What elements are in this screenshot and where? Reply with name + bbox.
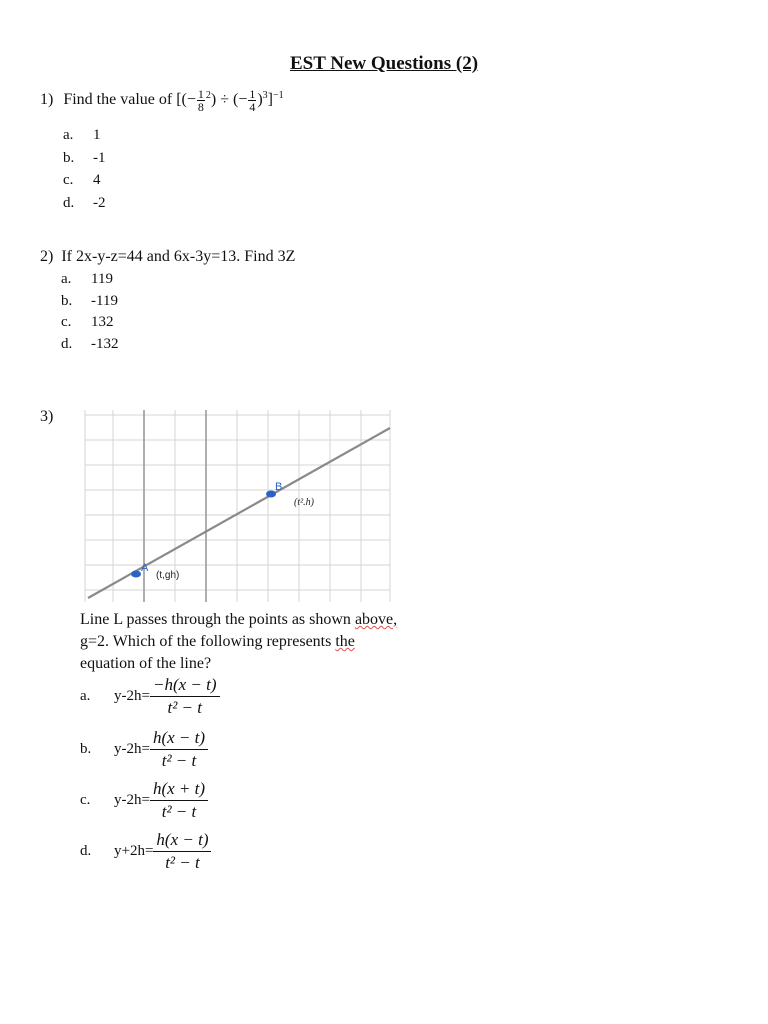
point-b-label: B [275, 481, 283, 493]
option-letter: b. [63, 149, 75, 166]
exponent: 3 [262, 89, 268, 101]
statement-line-2: g=2. Which of the following represents [80, 633, 336, 650]
option-value: -1 [93, 149, 106, 166]
option-c[interactable] [80, 778, 208, 823]
fraction-numerator: h(x − t) [153, 829, 211, 852]
question-2 [40, 248, 295, 266]
option-a[interactable] [80, 674, 220, 719]
option-letter: c. [80, 792, 91, 808]
question-1-number: 1) [40, 91, 54, 109]
option-value: -119 [91, 292, 118, 309]
option-b[interactable] [61, 291, 119, 313]
question-2-text: If 2x-y-z=44 and 6x-3y=13. Find 3Z [61, 248, 296, 265]
statement-line-1: Line L passes through the points as shown [80, 611, 355, 628]
option-a[interactable] [61, 269, 119, 291]
option-value: 4 [93, 172, 101, 188]
option-value: 119 [91, 271, 113, 287]
option-lhs: y-2h= [114, 792, 150, 808]
option-value: -2 [93, 194, 106, 211]
exponent: −1 [273, 89, 284, 101]
page-title: EST New Questions (2) [289, 53, 479, 74]
option-c[interactable] [61, 312, 119, 334]
option-value: 1 [93, 127, 101, 143]
question-1-options [63, 124, 106, 214]
option-b[interactable] [80, 727, 208, 772]
option-letter: a. [80, 688, 91, 704]
fraction-numerator: 1 [249, 87, 256, 101]
bracket-close: ] [267, 91, 273, 109]
option-letter: d. [61, 335, 73, 352]
line-graph [80, 410, 395, 605]
fraction-denominator: 8 [197, 100, 204, 114]
question-2-options [61, 269, 119, 355]
question-1-text: Find the value of [(− [63, 91, 196, 109]
point-a-label: A [141, 562, 149, 574]
option-d[interactable] [63, 192, 106, 215]
point-a-coordinate: (t,gh) [156, 570, 180, 581]
option-letter: b. [61, 292, 73, 309]
statement-line-3: equation of the line? [80, 655, 212, 672]
option-letter: c. [61, 314, 72, 330]
fraction-denominator: t² − t [167, 698, 202, 717]
spellcheck-word: the [335, 633, 355, 650]
option-lhs: y-2h= [114, 688, 150, 704]
option-b[interactable] [63, 147, 106, 170]
divide-operator: ) ÷ (− [210, 91, 248, 109]
fraction-numerator: h(x + t) [150, 778, 208, 801]
fraction-denominator: t² − t [165, 853, 200, 872]
option-lhs: y-2h= [114, 741, 150, 757]
question-3-statement [80, 609, 460, 675]
option-value: -132 [91, 335, 119, 352]
question-1 [40, 88, 284, 113]
spellcheck-word: above, [354, 611, 398, 628]
fraction-denominator: t² − t [161, 751, 197, 770]
option-letter: c. [63, 172, 74, 188]
option-d[interactable] [61, 334, 119, 356]
option-fraction [153, 829, 211, 874]
option-lhs: y+2h= [114, 843, 154, 859]
question-3-number: 3) [40, 408, 54, 425]
option-fraction [150, 778, 208, 823]
option-c[interactable] [63, 169, 106, 192]
fraction-numerator: −h(x − t) [150, 674, 220, 697]
point-a [131, 571, 141, 578]
fraction-one-eighth [197, 88, 205, 113]
fraction-denominator: t² − t [161, 802, 197, 821]
option-d[interactable] [80, 829, 211, 874]
question-2-number: 2) [40, 248, 54, 265]
point-b-coordinate: (t².h) [294, 497, 314, 508]
option-fraction [150, 674, 220, 719]
option-letter: a. [63, 127, 74, 143]
option-letter: b. [80, 741, 92, 757]
option-letter: d. [63, 194, 75, 211]
fraction-numerator: h(x − t) [150, 727, 208, 750]
paren-close: ) [257, 91, 263, 109]
option-value: 132 [91, 314, 114, 330]
option-fraction [150, 727, 208, 772]
option-a[interactable] [63, 124, 106, 147]
fraction-one-quarter [248, 88, 256, 113]
fraction-denominator: 4 [249, 100, 256, 114]
option-letter: d. [80, 843, 92, 859]
exponent: 2 [205, 89, 211, 101]
option-letter: a. [61, 271, 72, 287]
fraction-numerator: 1 [197, 87, 204, 101]
